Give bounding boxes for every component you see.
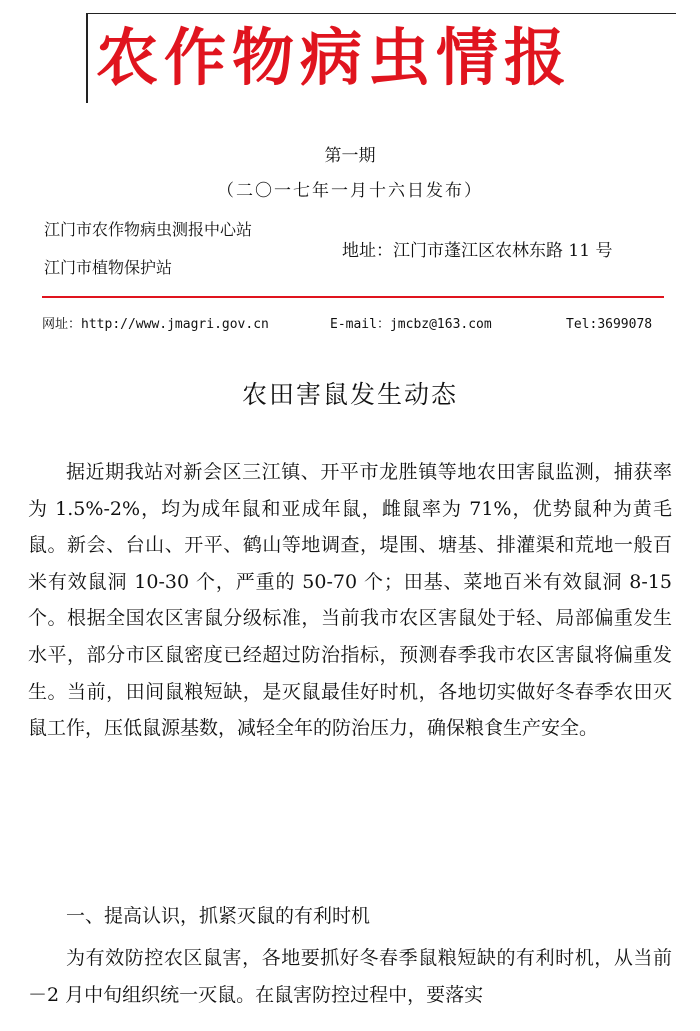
article-title: 农田害鼠发生动态 bbox=[241, 380, 458, 409]
publisher-org-1: 江门市农作物病虫测报中心站 bbox=[44, 220, 253, 239]
publish-date: （二〇一七年一月十六日发布） bbox=[217, 181, 483, 201]
masthead-left-rule bbox=[86, 13, 88, 103]
issue-number: 第一期 bbox=[324, 146, 376, 166]
contact-tel bbox=[566, 315, 652, 335]
email-label: E-mail： bbox=[330, 317, 390, 332]
tel-label: Tel: bbox=[566, 317, 598, 332]
tel-number: 3699078 bbox=[597, 317, 653, 332]
email-link[interactable]: jmcbz@163.com bbox=[389, 317, 492, 332]
website-link[interactable]: http://www.jmagri.gov.cn bbox=[81, 317, 269, 332]
publisher-address: 地址：江门市蓬江区农林东路 11 号 bbox=[342, 241, 613, 261]
article-paragraph-1: 据近期我站对新会区三江镇、开平市龙胜镇等地农田害鼠监测，捕获率为 1.5%-2%，均为成年鼠和亚成年鼠，雌鼠率为 71%，优势鼠种为黄毛鼠。新会、台山、开平、鹤山等地调查，堤围、塘基、排灌渠和荒地一般百米有效鼠洞 10-30 个，严重的 50-70 个；田基、菜地百米有效鼠洞 8-15 个。根据全国农区害鼠分级标准，当前我市农区害鼠处于轻、局部偏重发生水平，部分市区鼠密度已经超过防治指标，预测春季我市农区害鼠将偏重发生。当前，田间鼠粮短缺，是灭鼠最佳好时机，各地切实做好冬春季农田灭鼠工作，压低鼠源基数，减轻全年的防治压力，确保粮食生产安全。 bbox=[28, 461, 672, 740]
publisher-org-2: 江门市植物保护站 bbox=[44, 258, 173, 277]
contact-email bbox=[330, 315, 492, 335]
contact-website bbox=[42, 315, 269, 335]
header-divider bbox=[42, 296, 664, 298]
masthead-title: 农作物病虫情报 bbox=[96, 21, 573, 94]
section-heading-1: 一、提高认识，抓紧灭鼠的有利时机 bbox=[66, 905, 371, 927]
article-paragraph-2: 为有效防控农区鼠害，各地要抓好冬春季鼠粮短缺的有利时机，从当前－2 月中旬组织统一灭鼠。在鼠害防控过程中，要落实 bbox=[28, 947, 672, 1006]
website-label: 网址： bbox=[42, 317, 82, 332]
masthead-top-rule bbox=[86, 13, 676, 14]
